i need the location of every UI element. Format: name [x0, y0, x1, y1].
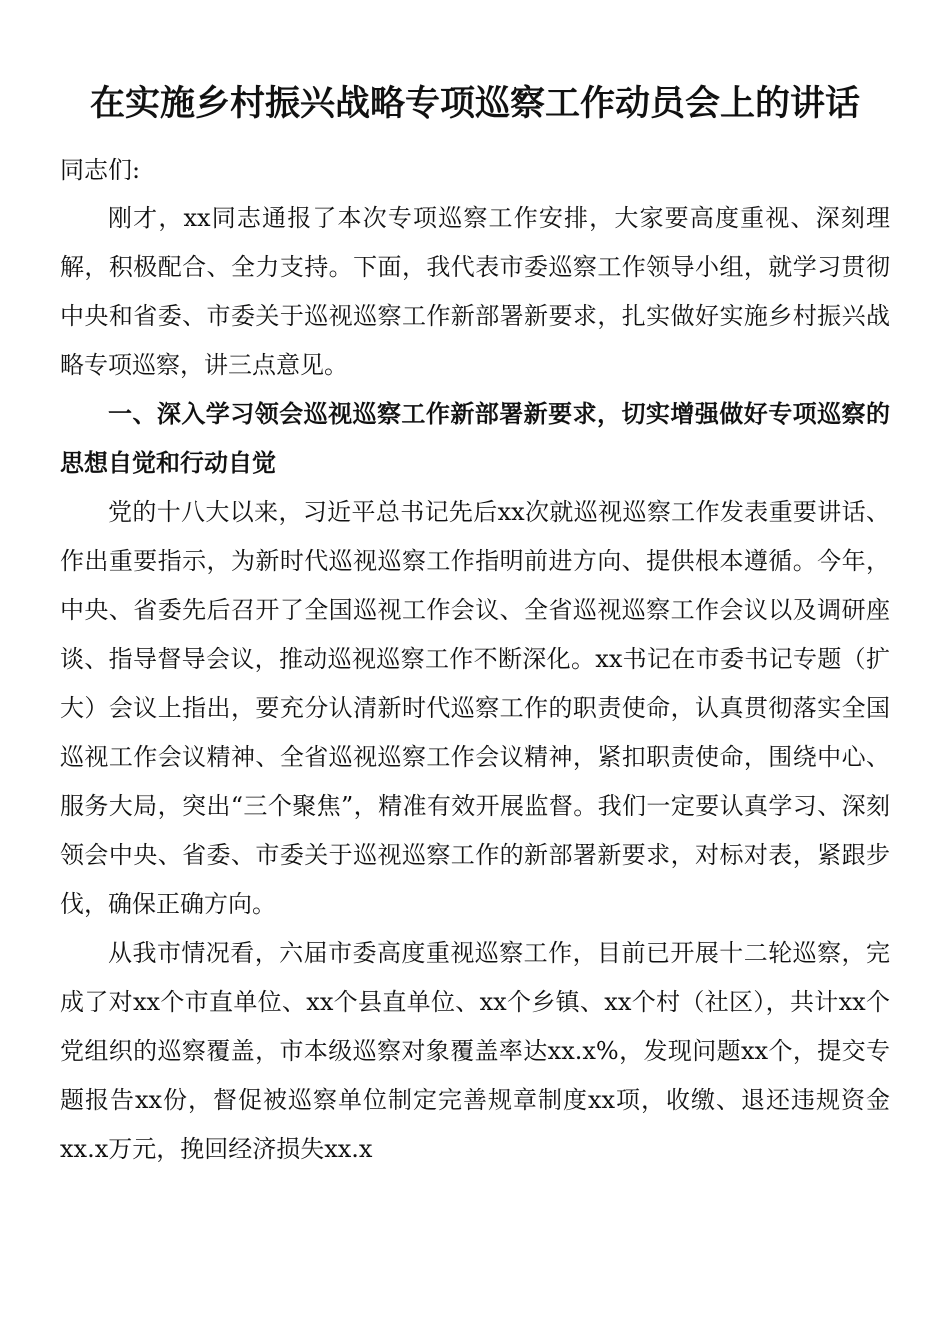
paragraph-section1-body2: 从我市情况看，六届市委高度重视巡察工作，目前已开展十二轮巡察，完成了对xx个市直单位、xx个县直单位、xx个乡镇、xx个村（社区），共计xx个党组织的巡察覆盖，市本级巡察对象覆盖率达xx.x%，发现问题xx个，提交专题报告xx份，督促被巡察单位制定完善规章制度xx项，收缴、退还违规资金xx.x万元，挽回经济损失xx.x: [60, 939, 890, 1163]
paragraph-section1-body1: 党的十八大以来，习近平总书记先后xx次就巡视巡察工作发表重要讲话、作出重要指示，为新时代巡视巡察工作指明前进方向、提供根本遵循。今年，中央、省委先后召开了全国巡视工作会议、全省巡视巡察工作会议以及调研座谈、指导督导会议，推动巡视巡察工作不断深化。xx书记在市委书记专题（扩大）会议上指出，要充分认清新时代巡察工作的职责使命，认真贯彻落实全国巡视工作会议精神、全省巡视巡察工作会议精神，紧扣职责使命，围绕中心、服务大局，突出“三个聚焦”，精准有效开展监督。我们一定要认真学习、深刻领会中央、省委、市委关于巡视巡察工作的新部署新要求，对标对表，紧跟步伐，确保正确方向。: [60, 498, 890, 918]
document-title: 在实施乡村振兴战略专项巡察工作动员会上的讲话: [89, 83, 860, 124]
salutation: 同志们:: [60, 156, 141, 184]
paragraph-intro: 刚才，xx同志通报了本次专项巡察工作安排，大家要高度重视、深刻理解，积极配合、全力支持。下面，我代表市委巡察工作领导小组，就学习贯彻中央和省委、市委关于巡视巡察工作新部署新要求，扎实做好实施乡村振兴战略专项巡察，讲三点意见。: [60, 204, 890, 379]
document-page: [60, 80, 890, 1174]
section-heading-1: 一、深入学习领会巡视巡察工作新部署新要求，切实增强做好专项巡察的思想自觉和行动自觉: [60, 400, 890, 477]
